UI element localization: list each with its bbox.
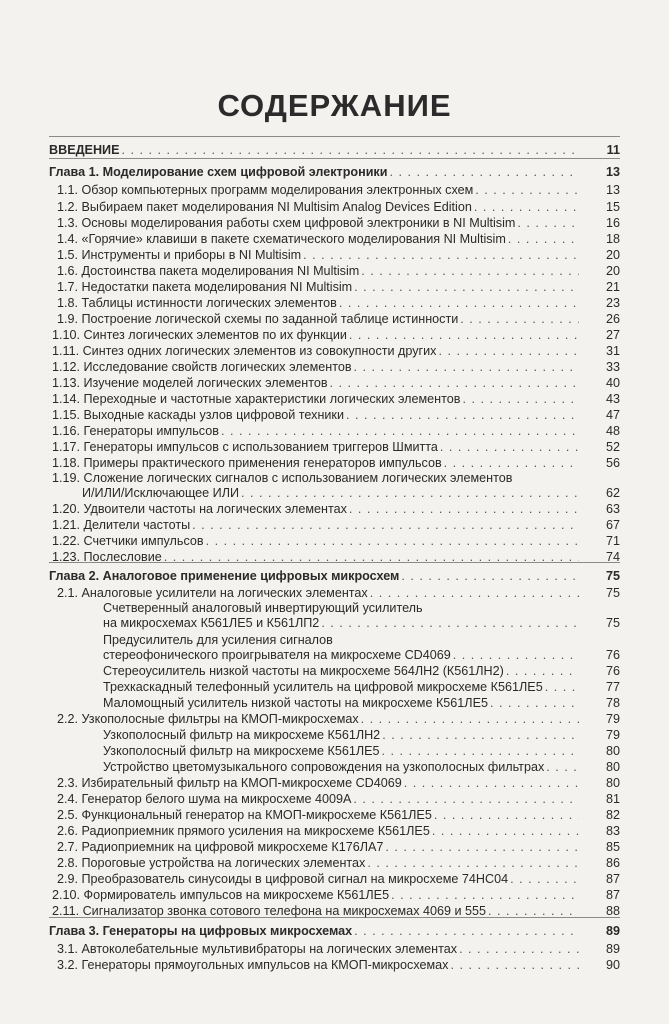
toc-entry-text xyxy=(57,956,581,974)
toc-entry-label: 2.11. Сигнализатор звонка сотового телефона на микросхемах 4069 и 555 xyxy=(52,904,487,918)
toc-page-number: 15 xyxy=(605,200,620,214)
toc-entry xyxy=(0,548,669,566)
toc-entry-label: Предусилитель для усиления сигналов xyxy=(103,633,333,647)
toc-page-number: 89 xyxy=(605,924,620,938)
toc-page-number: 21 xyxy=(605,280,620,294)
toc-page-number: 40 xyxy=(605,376,620,390)
toc-entry-label: Маломощный усилитель низкой частоты на микросхеме К561ЛЕ5 xyxy=(103,696,488,710)
toc-entry-label: 1.9. Построение логической схемы по заданной таблице истинности xyxy=(57,312,459,326)
toc-entry-label: 1.2. Выбираем пакет моделирования NI Multisim Analog Devices Edition xyxy=(57,200,472,214)
toc-page-number: 71 xyxy=(605,534,620,548)
toc-entry-text xyxy=(49,141,581,159)
toc-page-number: 47 xyxy=(605,408,620,422)
toc-page-number: 75 xyxy=(605,586,620,600)
toc-page-number: 87 xyxy=(605,872,620,886)
toc-entry-label: 1.6. Достоинства пакета моделирования NI Multisim xyxy=(57,264,360,278)
toc-entry-label: Глава 1. Моделирование схем цифровой электроники xyxy=(49,165,388,179)
toc-entry-label: 1.7. Недостатки пакета моделирования NI Multisim xyxy=(57,280,353,294)
dot-leader xyxy=(401,567,579,585)
toc-entry-label: Глава 2. Аналоговое применение цифровых микросхем xyxy=(49,569,400,583)
toc-page-number: 80 xyxy=(605,776,620,790)
toc-page-number: 31 xyxy=(605,344,620,358)
toc-entry-label: Устройство цветомузыкального сопровождения на узкополосных фильтрах xyxy=(103,760,545,774)
toc-page-number: 20 xyxy=(605,264,620,278)
toc-entry-label: 2.2. Узкополосные фильтры на КМОП-микросхемах xyxy=(57,712,359,726)
toc-page-number: 86 xyxy=(605,856,620,870)
toc-entry-label: 1.17. Генераторы импульсов с использованием триггеров Шмитта xyxy=(52,440,438,454)
toc-entry-label: Счетверенный аналоговый инвертирующий усилитель xyxy=(103,601,423,615)
toc-entry-label: 2.5. Функциональный генератор на КМОП-микросхеме К561ЛЕ5 xyxy=(57,808,432,822)
toc-entry-text xyxy=(49,163,581,181)
toc-page-number: 75 xyxy=(605,616,620,630)
toc-page-number: 88 xyxy=(605,904,620,918)
toc-page-number: 89 xyxy=(605,942,620,956)
toc-entry-label: 2.6. Радиоприемник прямого усиления на микросхеме К561ЛЕ5 xyxy=(57,824,430,838)
toc-entry-label: И/ИЛИ/Исключающее ИЛИ xyxy=(82,486,240,500)
toc-entry-label: 3.2. Генераторы прямоугольных импульсов на КМОП-микросхемах xyxy=(57,958,449,972)
toc-entry-label: 1.12. Исследование свойств логических элементов xyxy=(52,360,352,374)
toc-entry-label: 2.9. Преобразователь синусоиды в цифровой сигнал на микросхеме 74НС04 xyxy=(57,872,509,886)
toc-page-number: 33 xyxy=(605,360,620,374)
dot-leader xyxy=(321,614,579,632)
toc-intro xyxy=(0,141,669,159)
toc-entry-label: 1.13. Изучение моделей логических элементов xyxy=(52,376,328,390)
toc-page-number: 76 xyxy=(605,648,620,662)
toc-entry-label: 1.23. Послесловие xyxy=(52,550,162,564)
toc-entry-label: 1.10. Синтез логических элементов по их функции xyxy=(52,328,347,342)
toc-entry-label: 1.3. Основы моделирования работы схем цифровой электроники в NI Multisim xyxy=(57,216,516,230)
toc-entry-label: стереофонического проигрывателя на микросхеме CD4069 xyxy=(103,648,451,662)
toc-entry-text xyxy=(52,902,581,920)
toc-page-number: 63 xyxy=(605,502,620,516)
toc-page-number: 90 xyxy=(605,958,620,972)
toc-entry-label: Глава 3. Генераторы на цифровых микросхемах xyxy=(49,924,353,938)
dot-leader xyxy=(389,163,579,181)
toc-page-number: 87 xyxy=(605,888,620,902)
toc-page-number: 76 xyxy=(605,664,620,678)
toc-entry-label: 2.4. Генератор белого шума на микросхеме 4009А xyxy=(57,792,352,806)
toc-entry-label: 2.3. Избирательный фильтр на КМОП-микросхеме CD4069 xyxy=(57,776,402,790)
toc-entry-label: Узкополосный фильтр на микросхеме К561ЛЕ5 xyxy=(103,744,380,758)
toc-page-number: 43 xyxy=(605,392,620,406)
toc-entry-label: 2.8. Пороговые устройства на логических элементах xyxy=(57,856,366,870)
toc-entry-label: 1.5. Инструменты и приборы в NI Multisim xyxy=(57,248,302,262)
dot-leader xyxy=(450,956,579,974)
toc-chapter xyxy=(0,163,669,181)
toc-page-number: 13 xyxy=(605,165,620,179)
toc-page-number: 62 xyxy=(605,486,620,500)
toc-entry-text xyxy=(57,181,581,199)
dot-leader xyxy=(164,548,579,566)
toc-page-number: 80 xyxy=(605,760,620,774)
toc-page-number: 82 xyxy=(605,808,620,822)
page-title: СОДЕРЖАНИЕ xyxy=(217,88,452,123)
toc-entry-label: 1.15. Выходные каскады узлов цифровой техники xyxy=(52,408,344,422)
toc-entry-label: 1.21. Делители частоты xyxy=(52,518,191,532)
toc-page-number: 16 xyxy=(605,216,620,230)
toc-entry-label: 1.20. Удвоители частоты на логических элементах xyxy=(52,502,347,516)
toc-entry-label: 1.18. Примеры практического применения генераторов импульсов xyxy=(52,456,442,470)
toc-entry-label: на микросхемах К561ЛЕ5 и К561ЛП2 xyxy=(103,616,320,630)
toc-entry-label: 1.8. Таблицы истинности логических элементов xyxy=(57,296,337,310)
toc-page-number: 74 xyxy=(605,550,620,564)
toc-entry-label: 1.19. Сложение логических сигналов с использованием логических элементов xyxy=(52,471,513,485)
toc-page-number: 77 xyxy=(605,680,620,694)
toc-entry-label: 2.1. Аналоговые усилители на логических элементах xyxy=(57,586,368,600)
dot-leader xyxy=(475,181,579,199)
toc-entry-label: Узкополосный фильтр на микросхеме К561ЛН2 xyxy=(103,728,381,742)
toc-entry-label: 3.1. Автоколебательные мультивибраторы на логических элементах xyxy=(57,942,458,956)
toc-page-number: 85 xyxy=(605,840,620,854)
toc-page-number: 23 xyxy=(605,296,620,310)
toc-page-number: 13 xyxy=(605,183,620,197)
toc-page-number: 79 xyxy=(605,728,620,742)
toc-page-number: 20 xyxy=(605,248,620,262)
toc-chapter xyxy=(0,567,669,585)
toc-page-number: 81 xyxy=(605,792,620,806)
toc-entry-label: Трехкаскадный телефонный усилитель на цифровой микросхеме К561ЛЕ5 xyxy=(103,680,543,694)
toc-page-number: 27 xyxy=(605,328,620,342)
toc-entry-label: 1.1. Обзор компьютерных программ моделирования электронных схем xyxy=(57,183,474,197)
toc-entry xyxy=(0,181,669,199)
toc-entry-text xyxy=(52,548,581,566)
toc-entry xyxy=(0,902,669,920)
toc-entry xyxy=(0,956,669,974)
toc-entry-label: 2.7. Радиоприемник на цифровой микросхеме К176ЛА7 xyxy=(57,840,384,854)
toc-page-number: 56 xyxy=(605,456,620,470)
toc-chapter xyxy=(0,922,669,940)
toc-entry-text xyxy=(103,614,581,632)
toc-entry-label: Стереоусилитель низкой частоты на микросхеме 564ЛН2 (К561ЛН2) xyxy=(103,664,504,678)
toc-entry-text xyxy=(49,922,581,940)
dot-leader xyxy=(488,902,579,920)
toc-entry-label: 1.16. Генераторы импульсов xyxy=(52,424,219,438)
toc-entry-label: ВВЕДЕНИЕ xyxy=(49,143,120,157)
toc-page-number: 78 xyxy=(605,696,620,710)
toc-entry-label: 1.4. «Горячие» клавиши в пакете схематического моделирования NI Multisim xyxy=(57,232,506,246)
toc-entry-text xyxy=(49,567,581,585)
toc-page-number: 79 xyxy=(605,712,620,726)
toc-entry-label: 1.14. Переходные и частотные характеристики логических элементов xyxy=(52,392,461,406)
toc-page-number: 67 xyxy=(605,518,620,532)
dot-leader xyxy=(122,141,579,159)
toc-page-number: 11 xyxy=(606,143,620,157)
toc-page-number: 18 xyxy=(605,232,620,246)
toc-page-number: 75 xyxy=(605,569,620,583)
toc-entry-label: 1.11. Синтез одних логических элементов из совокупности других xyxy=(52,344,437,358)
toc-entry-label: 1.22. Счетчики импульсов xyxy=(52,534,204,548)
toc-page-number: 83 xyxy=(605,824,620,838)
toc-page-number: 48 xyxy=(605,424,620,438)
toc-page-number: 52 xyxy=(605,440,620,454)
toc-entry-label: 2.10. Формирователь импульсов на микросхеме К561ЛЕ5 xyxy=(52,888,390,902)
toc-page-number: 80 xyxy=(605,744,620,758)
toc-page-number: 26 xyxy=(605,312,620,326)
toc-entry xyxy=(0,614,669,632)
dot-leader xyxy=(354,922,579,940)
